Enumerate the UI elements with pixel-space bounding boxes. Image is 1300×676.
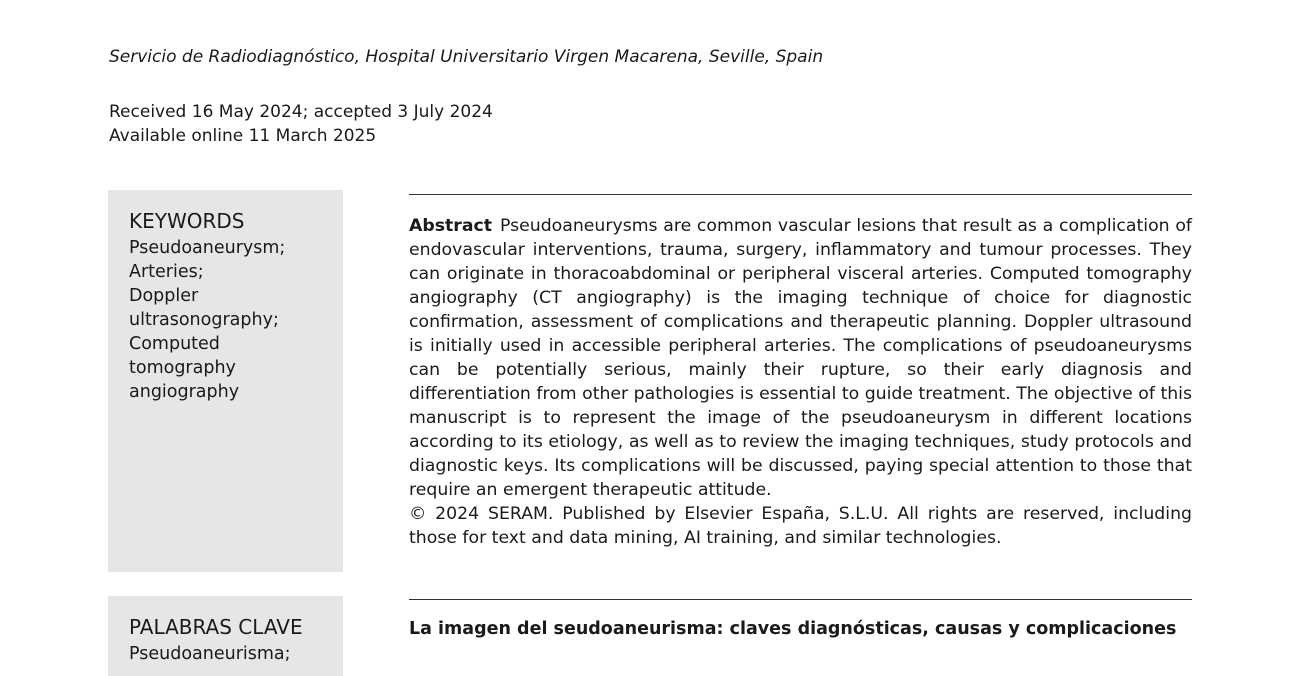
palabras-clave-heading: PALABRAS CLAVE xyxy=(129,615,303,639)
keywords-heading: KEYWORDS xyxy=(129,209,245,233)
keyword-item: Arteries; xyxy=(129,262,204,282)
article-dates xyxy=(109,100,493,148)
keywords-box xyxy=(108,190,343,572)
copyright-notice: © 2024 SERAM. Published by Elsevier España, S.L.U. All rights are reserved, including those for text and data mining, AI training, and similar technologies. xyxy=(409,504,1192,548)
keyword-item: ultrasonography; xyxy=(129,310,279,330)
abstract-top-rule xyxy=(409,194,1192,195)
received-accepted-dates: Received 16 May 2024; accepted 3 July 2024 xyxy=(109,102,493,122)
keywords-list xyxy=(129,236,343,404)
palabras-clave-box xyxy=(108,596,343,676)
keyword-item: angiography xyxy=(129,382,240,402)
abstract-label: Abstract xyxy=(409,216,492,236)
keyword-item: Pseudoaneurysm; xyxy=(129,238,286,258)
spanish-abstract-top-rule xyxy=(409,599,1192,600)
abstract-text: Pseudoaneurysms are common vascular lesions that result as a complication of endovascular interventions, trauma, surgery, inflammatory and tumour processes. They can originate in thoracoabdominal or peripheral visceral arteries. Computed tomography angiography (CT angiography) is the imaging technique of choice for diagnostic confirmation, assessment of complications and therapeutic planning. Doppler ultrasound is initially used in accessible peripheral arteries. The complications of pseudoaneurysms can be potentially serious, mainly their rupture, so their early diagnosis and differentiation from other pathologies is essential to guide treatment. The objective of this manuscript is to represent the image of the pseudoaneurysm in different locations according to its etiology, as well as to review the imaging techniques, study protocols and diagnostic keys. Its complications will be discussed, paying special attention to those that require an emergent therapeutic attitude. xyxy=(409,216,1192,500)
keyword-item: tomography xyxy=(129,358,236,378)
available-online-date: Available online 11 March 2025 xyxy=(109,126,377,146)
palabras-clave-list xyxy=(129,642,343,666)
abstract-section xyxy=(409,214,1192,550)
spanish-title: La imagen del seudoaneurisma: claves diagnósticas, causas y complicaciones xyxy=(409,619,1177,639)
abstract-paragraph xyxy=(409,214,1192,502)
keyword-item: Pseudoaneurisma; xyxy=(129,644,291,664)
keyword-item: Doppler xyxy=(129,286,199,306)
author-affiliation: Servicio de Radiodiagnóstico, Hospital Universitario Virgen Macarena, Seville, Spain xyxy=(109,47,824,67)
keyword-item: Computed xyxy=(129,334,220,354)
